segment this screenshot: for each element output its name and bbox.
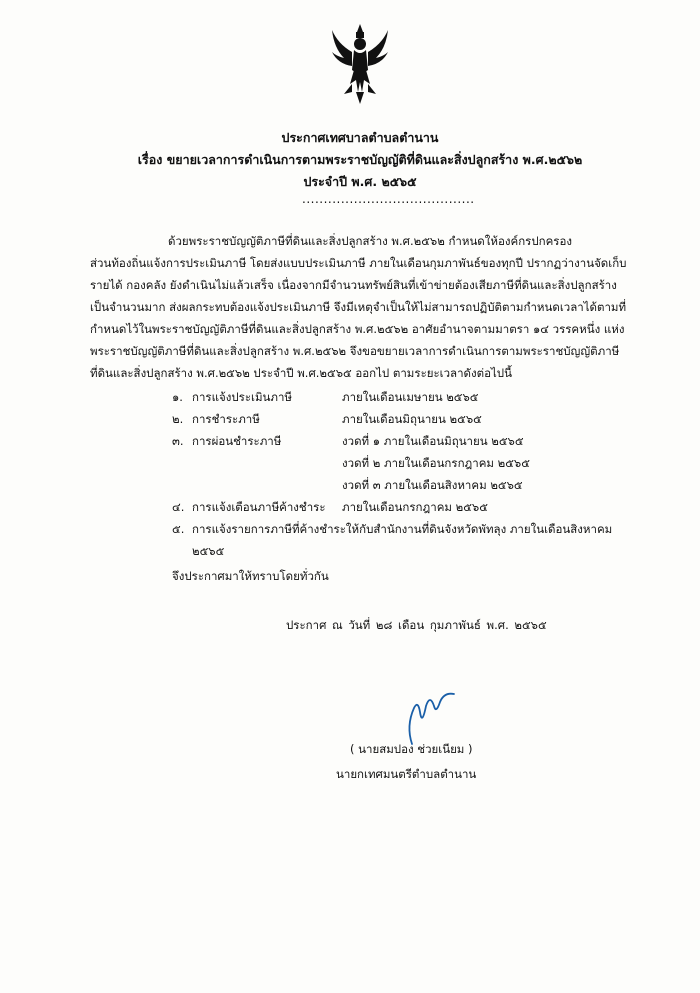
announcement-date: ประกาศ ณ วันที่ ๒๘ เดือน กุมภาพันธ์ พ.ศ. ๒๕๖๕ [286,618,547,632]
item-number: ๓. [172,434,184,448]
announcement-subject: เรื่อง ขยายเวลาการดำเนินการตามพระราชบัญญัติที่ดินและสิ่งปลูกสร้าง พ.ศ.๒๕๖๒ [137,152,583,167]
separator-dots: ........................................ [302,192,475,206]
item-label: การแจ้งเตือนภาษีค้างชำระ [192,500,326,514]
signatory-name: ( นายสมปอง ช่วยเนียม ) [350,742,473,756]
item-label: การแจ้งประเมินภาษี [192,390,293,404]
item-number: ๑. [172,390,183,404]
item-label: การผ่อนชำระภาษี [192,434,282,448]
item-label: ๒๕๖๕ [192,544,225,558]
item-label: การชำระภาษี [192,412,260,426]
garuda-emblem-icon [330,22,390,104]
item-number: ๔. [172,500,185,514]
item-value: ภายในเดือนกรกฎาคม ๒๕๖๕ [342,500,488,514]
item-label: การแจ้งรายการภาษีที่ค้างชำระให้กับสำนักงานที่ดินจังหวัดพัทลุง ภายในเดือนสิงหาคม [192,522,613,536]
body-line: กำหนดไว้ในพระราชบัญญัติภาษีที่ดินและสิ่งปลูกสร้าง พ.ศ.๒๕๖๒ อาศัยอำนาจตามมาตรา ๑๔ วรรคหนึ่ง แห่ง [90,322,625,336]
body-line: ด้วยพระราชบัญญัติภาษีที่ดินและสิ่งปลูกสร้าง พ.ศ.๒๕๖๒ กำหนดให้องค์กรปกครอง [168,234,572,248]
body-line: เป็นจำนวนมาก ส่งผลกระทบต้องแจ้งประเมินภาษี จึงมีเหตุจำเป็นให้ไม่สามารถปฏิบัติตามกำหนดเวลาได้ตามที่ [90,300,627,314]
closing-text: จึงประกาศมาให้ทราบโดยทั่วกัน [172,569,329,583]
item-value: งวดที่ ๑ ภายในเดือนมิถุนายน ๒๕๖๕ [342,434,524,448]
signature-image [392,676,462,746]
item-value: งวดที่ ๓ ภายในเดือนสิงหาคม ๒๕๖๕ [342,478,523,492]
item-value: งวดที่ ๒ ภายในเดือนกรกฎาคม ๒๕๖๕ [342,456,530,470]
signatory-position: นายกเทศมนตรีตำบลตำนาน [336,767,477,781]
body-line: ที่ดินและสิ่งปลูกสร้าง พ.ศ.๒๕๖๒ ประจำปี พ.ศ.๒๕๖๕ ออกไป ตามระยะเวลาดังต่อไปนี้ [90,366,512,380]
announcement-year: ประจำปี พ.ศ. ๒๕๖๕ [303,174,417,189]
body-line: พระราชบัญญัติภาษีที่ดินและสิ่งปลูกสร้าง พ.ศ.๒๕๖๒ จึงขอขยายเวลาการดำเนินการตามพระราชบัญญัติภาษี [90,344,620,358]
item-value: ภายในเดือนเมษายน ๒๕๖๕ [342,390,479,404]
item-number: ๒. [172,412,184,426]
body-line: ส่วนท้องถิ่นแจ้งการประเมินภาษี โดยส่งแบบประเมินภาษี ภายในเดือนกุมภาพันธ์ของทุกปี ปรากฏว่างานจัดเก็บ [90,256,627,270]
body-line: รายได้ กองคลัง ยังดำเนินไม่แล้วเสร็จ เนื่องจากมีจำนวนทรัพย์สินที่เข้าข่ายต้องเสียภาษีที่ดินและสิ่งปลูกสร้าง [90,278,617,292]
body-paragraph [90,230,640,384]
item-number: ๕. [172,522,185,536]
announcement-org: ประกาศเทศบาลตำบลตำนาน [281,130,439,145]
item-value: ภายในเดือนมิถุนายน ๒๕๖๕ [342,412,482,426]
